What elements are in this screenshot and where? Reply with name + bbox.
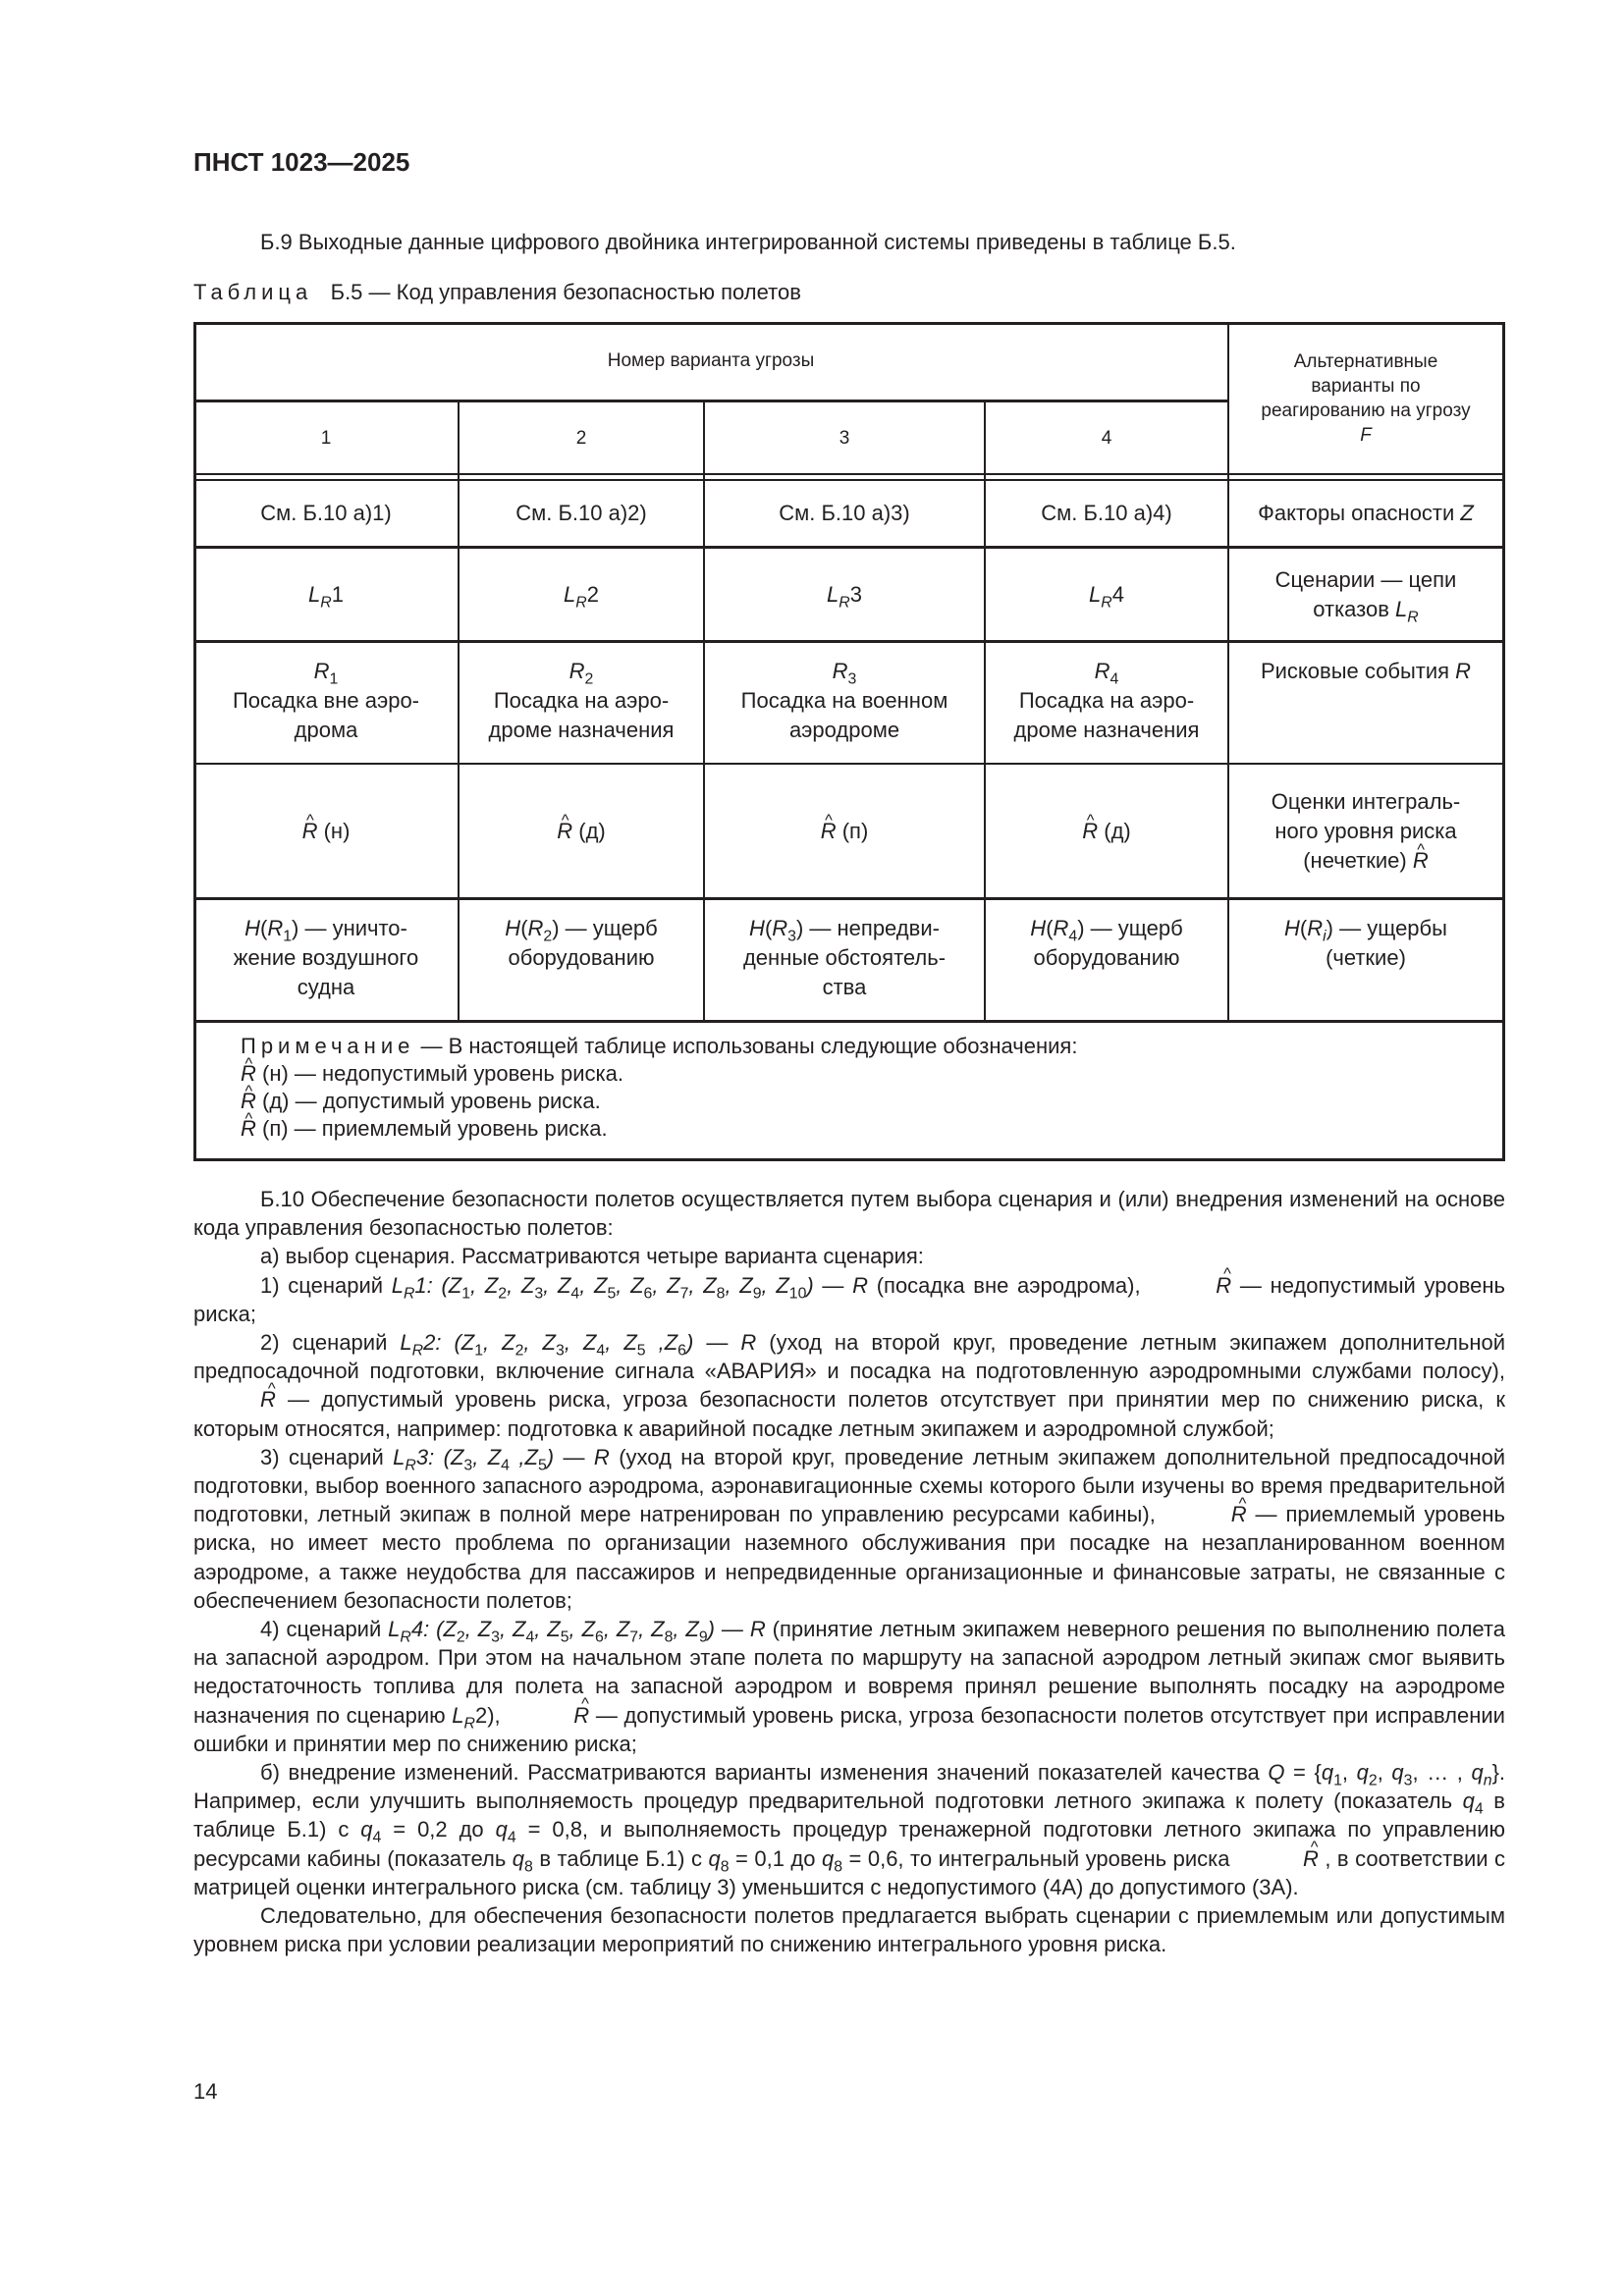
r-hat-symbol: ^ R	[1164, 1500, 1247, 1528]
paragraph: 1) сценарий $L_R1$: ($Z_1$, $Z_2$, $Z_3$, $Z_4$, $Z_5$, $Z_6$, $Z_7$, $Z_8$, $Z_9$, $Z_{10}$) — R (посадка вне аэродрома), ^ R — недопустимый уровень риска;	[193, 1271, 1505, 1328]
r-hat-symbol: ^ R	[241, 1088, 256, 1115]
table-cell	[459, 481, 704, 546]
table-cell-text: $L_R4$	[1089, 581, 1124, 612]
table-cell-text: ^ R (д)	[557, 817, 606, 846]
table-cell	[985, 481, 1228, 546]
table-cell-text: $H(R_1)$ — уничто- жение воздушного судна	[233, 916, 419, 999]
table-cell	[1228, 643, 1503, 763]
table-cell	[704, 643, 985, 763]
note-item: ^ R (д) — допустимый уровень риска.	[241, 1088, 1077, 1115]
table-cell-text: $R_2$ Посадка на аэро- дроме назначения	[488, 659, 675, 742]
r-hat-symbol: ^ R	[821, 817, 837, 846]
table-cell-text: Оценки интеграль- ного уровня риска (нечеткие) ^ R	[1272, 787, 1461, 876]
table-cell	[985, 900, 1228, 1020]
header-alternatives	[1228, 322, 1503, 474]
note-label: Примечание	[241, 1034, 415, 1058]
table-cell-text: $L_R2$	[564, 581, 599, 612]
header-threat-variant-label: Номер варианта угрозы	[607, 350, 815, 371]
paragraph: Б.10 Обеспечение безопасности полетов осуществляется путем выбора сценария и (или) внедрения изменений на основе кода управления безопасностью полетов:	[193, 1187, 1505, 1241]
r-hat-symbol: ^ R	[507, 1701, 589, 1730]
table-cell-text: $R_1$ Посадка вне аэро- дрома	[232, 659, 420, 742]
note-heading	[241, 1033, 1077, 1060]
table-cell	[704, 900, 985, 1020]
table-cell-text: $H(R_3)$ — непредви- денные обстоятель- ства	[742, 916, 947, 999]
variant-number: 4	[1101, 427, 1112, 449]
variant-number: 2	[575, 427, 587, 449]
paragraph-b9: Б.9 Выходные данные цифрового двойника интегрированной системы приведены в таблице Б.5.	[260, 230, 1236, 254]
paragraph: а) выбор сценария. Рассматриваются четыре варианта сценария:	[260, 1244, 924, 1269]
table-cell-text: $H(R_2)$ — ущерб оборудованию	[505, 916, 658, 970]
table-cell-text: $H(R_i)$ — ущербы (четкие)	[1284, 916, 1447, 970]
table-cell	[1228, 549, 1503, 640]
table-cell-text: $L_R3$	[827, 581, 862, 612]
table-cell	[193, 643, 459, 763]
table-cell	[704, 765, 985, 897]
table-caption-text	[318, 280, 330, 304]
table-cell	[985, 765, 1228, 897]
r-hat-symbol: ^ R	[1236, 1844, 1319, 1873]
header-variant-1	[193, 401, 459, 474]
table-cell-text: Факторы опасности Z	[1258, 501, 1474, 525]
table-cell-text: $L_R1$	[308, 581, 344, 612]
header-threat-variant	[193, 322, 1228, 400]
table-cell	[1228, 765, 1503, 897]
r-hat-symbol: ^ R	[241, 1060, 256, 1088]
table-border-bottom	[193, 1158, 1505, 1161]
table-cell-text: См. Б.10 а)3)	[779, 501, 910, 525]
table-cell	[459, 643, 704, 763]
table-cell	[704, 481, 985, 546]
table-rule	[193, 1020, 1505, 1023]
table-cell	[459, 900, 704, 1020]
page-number: 14	[193, 2079, 218, 2104]
table-cell-text: См. Б.10 а)4)	[1041, 501, 1172, 525]
r-hat-symbol: ^ R	[1149, 1271, 1231, 1300]
paragraph: 3) сценарий $L_R3$: ($Z_3$, $Z_4$ $,Z_5$) — R (уход на второй круг, проведение летным экипажем дополнительной предпосадочной подготовки, выбор военного запасного аэродрома, аэронавигационные схемы которого были изучены во время предварительной подготовки, летный экипаж в полной мере натренирован по управлению ресурсами кабины), ^ R — приемлемый уровень риска, но имеет место проблема по организации наземного обслуживания при посадке на незапланированном военном аэродроме, а также неудобства для пассажиров и непредвиденные организационные и финансовые затраты, не связанные с обеспечением безопасности полетов;	[193, 1443, 1505, 1615]
table-cell-text: $R_4$ Посадка на аэро- дроме назначения	[1013, 659, 1200, 742]
r-hat-symbol: ^ R	[241, 1115, 256, 1143]
table-cell-text: См. Б.10 а)1)	[260, 501, 392, 525]
header-variant-2	[459, 401, 704, 474]
table-cell	[985, 643, 1228, 763]
table-cell	[459, 765, 704, 897]
r-hat-symbol: ^ R	[557, 817, 572, 846]
note-text: — В настоящей таблице использованы следующие обозначения:	[414, 1034, 1078, 1058]
variant-number: 1	[320, 427, 332, 449]
table-cell	[193, 900, 459, 1020]
table-cell	[459, 549, 704, 640]
paragraph: 2) сценарий $L_R2$: ($Z_1$, $Z_2$, $Z_3$, $Z_4$, $Z_5$ $,Z_6$) — R (уход на второй круг, проведение летным экипажем дополнительной предпосадочной подготовки, включение сигнала «АВАРИЯ» и посадка на подготовленную аэродромными службами полосу), ^ R — допустимый уровень риска, угроза безопасности полетов отсутствует при принятии мер по снижению риска, к которым относятся, например: подготовка к аварийной посадке летным экипажем и аэродромной службой;	[193, 1328, 1505, 1443]
paragraph: б) внедрение изменений. Рассматриваются варианты изменения значений показателей качества $Q = \{q_1$, $q_2$, $q_3$, … , $q_n$}. Например, если улучшить выполняемость процедур предварительной подготовки летного экипажа к полету (показатель $q_4$ в таблице Б.1) с $q_4 = 0,2$ до $q_4 = 0,8$, и выполняемость процедур тренажерной подготовки летного экипажа по управлению ресурсами кабины (показатель $q_8$ в таблице Б.1) с $q_8 = 0,1$ до $q_8 = 0,6$, то интегральный уровень риска ^ R , в соответствии с матрицей оценки интегрального риска (см. таблицу 3) уменьшится с недопустимого (4А) до допустимого (3А).	[193, 1758, 1505, 1901]
note-item: ^ R (н) — недопустимый уровень риска.	[241, 1060, 1077, 1088]
body-text	[193, 1185, 1505, 1958]
table-cell-text: См. Б.10 а)2)	[515, 501, 647, 525]
table-cell	[704, 549, 985, 640]
r-hat-symbol: ^ R	[193, 1385, 276, 1414]
r-hat-symbol: ^ R	[1413, 846, 1429, 876]
table-cell-text: $R_3$ Посадка на военном аэродроме	[740, 659, 948, 742]
paragraph: 4) сценарий $L_R4$: ($Z_2$, $Z_3$, $Z_4$, $Z_5$, $Z_6$, $Z_7$, $Z_8$, $Z_9$) — R (принятие летным экипажем неверного решения по выполнению полета на запасной аэродром. При этом на начальном этапе полета по маршруту на запасной аэродром летный экипаж смог выявить недостаточность топлива для полета на запасной аэродром и вовремя принял решение выполнять посадку на аэродроме назначения по сценарию $L_R2$), ^ R — допустимый уровень риска, угроза безопасности полетов отсутствует при исправлении ошибки и принятии мер по снижению риска;	[193, 1615, 1505, 1758]
r-hat-symbol: ^ R	[1082, 817, 1098, 846]
table-cell	[193, 481, 459, 546]
header-variant-4	[985, 401, 1228, 474]
variant-number: 3	[839, 427, 850, 449]
table-caption-title: Б.5 — Код управления безопасностью полетов	[330, 280, 801, 304]
paragraph: Следовательно, для обеспечения безопасности полетов предлагается выбрать сценарии с приемлемым или допустимым уровнем риска при условии реализации мероприятий по снижению интегрального уровня риска.	[193, 1903, 1505, 1957]
r-hat-symbol: ^ R	[302, 817, 318, 846]
table-note	[241, 1033, 1077, 1143]
table-cell-text: Рисковые события R	[1260, 659, 1472, 683]
table-cell-text: ^ R (д)	[1082, 817, 1131, 846]
header-alternatives-label: Альтернативные варианты по реагированию на угрозу F	[1261, 350, 1471, 446]
table-cell-text: Сценарии — цепи отказов $L_R$	[1274, 566, 1457, 626]
table-cell	[193, 765, 459, 897]
note-item: ^ R (п) — приемлемый уровень риска.	[241, 1115, 1077, 1143]
table-caption	[193, 280, 801, 305]
document-id: ПНСТ 1023—2025	[193, 147, 410, 177]
table-cell	[1228, 900, 1503, 1020]
table-cell	[193, 549, 459, 640]
table-cell-text: $H(R_4)$ — ущерб оборудованию	[1030, 916, 1183, 970]
table-cell-text: ^ R (н)	[302, 817, 351, 846]
table-cell	[985, 549, 1228, 640]
header-variant-3	[704, 401, 985, 474]
table-cell-text: ^ R (п)	[821, 817, 869, 846]
table-caption-label: Таблица	[193, 280, 313, 304]
table-cell	[1228, 481, 1503, 546]
